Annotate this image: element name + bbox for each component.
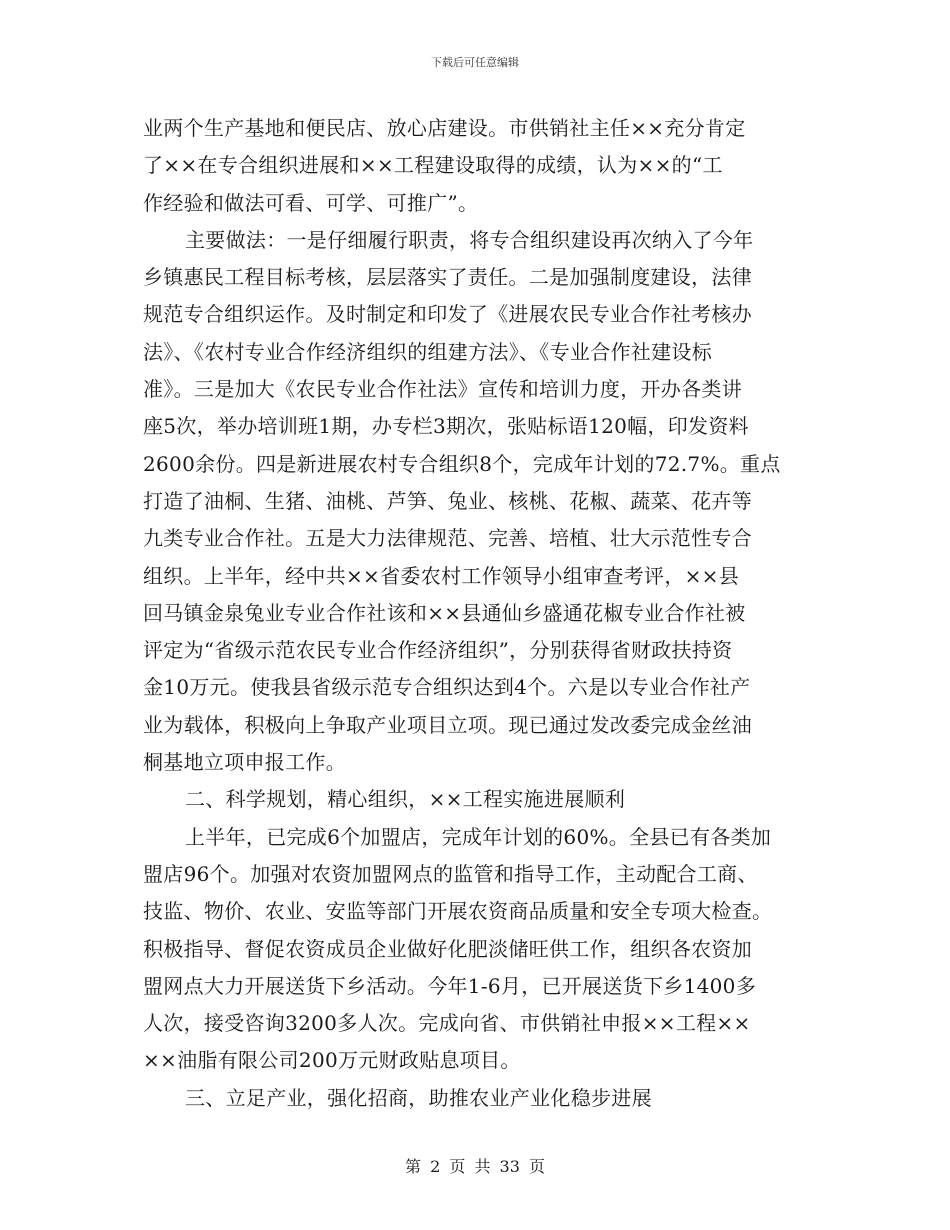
document-body <box>143 110 823 1117</box>
page-footer: 第 2 页 共 33 页 <box>405 1157 545 1176</box>
text-line: 业两个生产基地和便民店、放心店建设。市供销社主任××充分肯定 <box>143 116 746 140</box>
text-line: 九类专业合作社。五是大力法律规范、完善、培植、壮大示范性专合 <box>143 526 752 551</box>
text-line: 法》、《农村专业合作经济组织的组建方法》、《专业合作社建设标 <box>143 339 712 364</box>
text-line: 业为载体，积极向上争取产业项目立项。现已通过发改委完成金丝油 <box>143 712 752 737</box>
text-line: 乡镇惠民工程目标考核，层层落实了责任。二是加强制度建设，法律 <box>143 265 752 290</box>
text-line: 上半年，已完成6个加盟店，完成年计划的60%。全县已有各类加 <box>185 824 772 849</box>
text-line: 准》。三是加大《农民专业合作社法》宣传和培训力度，开办各类讲 <box>143 377 742 402</box>
text-line: 了××在专合组织进展和××工程建设取得的成绩，认为××的“工 <box>143 153 723 178</box>
text-line: 二、科学规划，精心组织，××工程实施进展顺利 <box>185 787 626 812</box>
text-line: 2600余份。四是新进展农村专合组织8个，完成年计划的72.7%。重点 <box>143 451 781 476</box>
text-line: 规范专合组织运作。及时制定和印发了《进展农民专业合作社考核办 <box>143 302 752 327</box>
text-line: 回马镇金泉兔业专业合作社该和××县通仙乡盛通花椒专业合作社被 <box>143 600 746 625</box>
text-line: 作经验和做法可看、可学、可推广”。 <box>143 190 479 215</box>
text-line: ××油脂有限公司200万元财政贴息项目。 <box>143 1048 521 1073</box>
text-line: 评定为“省级示范农民专业合作经济组织”，分别获得省财政扶持资 <box>143 638 733 663</box>
text-line: 金10万元。使我县省级示范专合组织达到4个。六是以专业合作社产 <box>143 675 751 700</box>
text-line: 组织。上半年，经中共××省委农村工作领导小组审查考评，××县 <box>143 563 740 588</box>
text-line: 积极指导、督促农资成员企业做好化肥淡储旺供工作，组织各农资加 <box>143 936 752 961</box>
text-line: 三、立足产业，强化招商，助推农业产业化稳步进展 <box>185 1085 652 1110</box>
text-line: 座5次，举办培训班1期，办专栏3期次，张贴标语120幅，印发资料 <box>143 414 749 439</box>
text-line: 盟店96个。加强对农资加盟网点的监管和指导工作，主动配合工商、 <box>143 861 758 886</box>
page-header: 下载后可任意编辑 <box>431 56 519 69</box>
text-line: 主要做法：一是仔细履行职责，将专合组织建设再次纳入了今年 <box>185 227 754 252</box>
text-line: 打造了油桐、生猪、油桃、芦笋、兔业、核桃、花椒、蔬菜、花卉等 <box>143 488 752 513</box>
text-line: 盟网点大力开展送货下乡活动。今年1-6月，已开展送货下乡1400多 <box>143 973 757 998</box>
text-line: 技监、物价、农业、安监等部门开展农资商品质量和安全专项大检查。 <box>143 899 773 924</box>
text-line: 桐基地立项申报工作。 <box>143 750 346 775</box>
text-line: 人次，接受咨询3200多人次。完成向省、市供销社申报××工程×× <box>143 1011 751 1036</box>
